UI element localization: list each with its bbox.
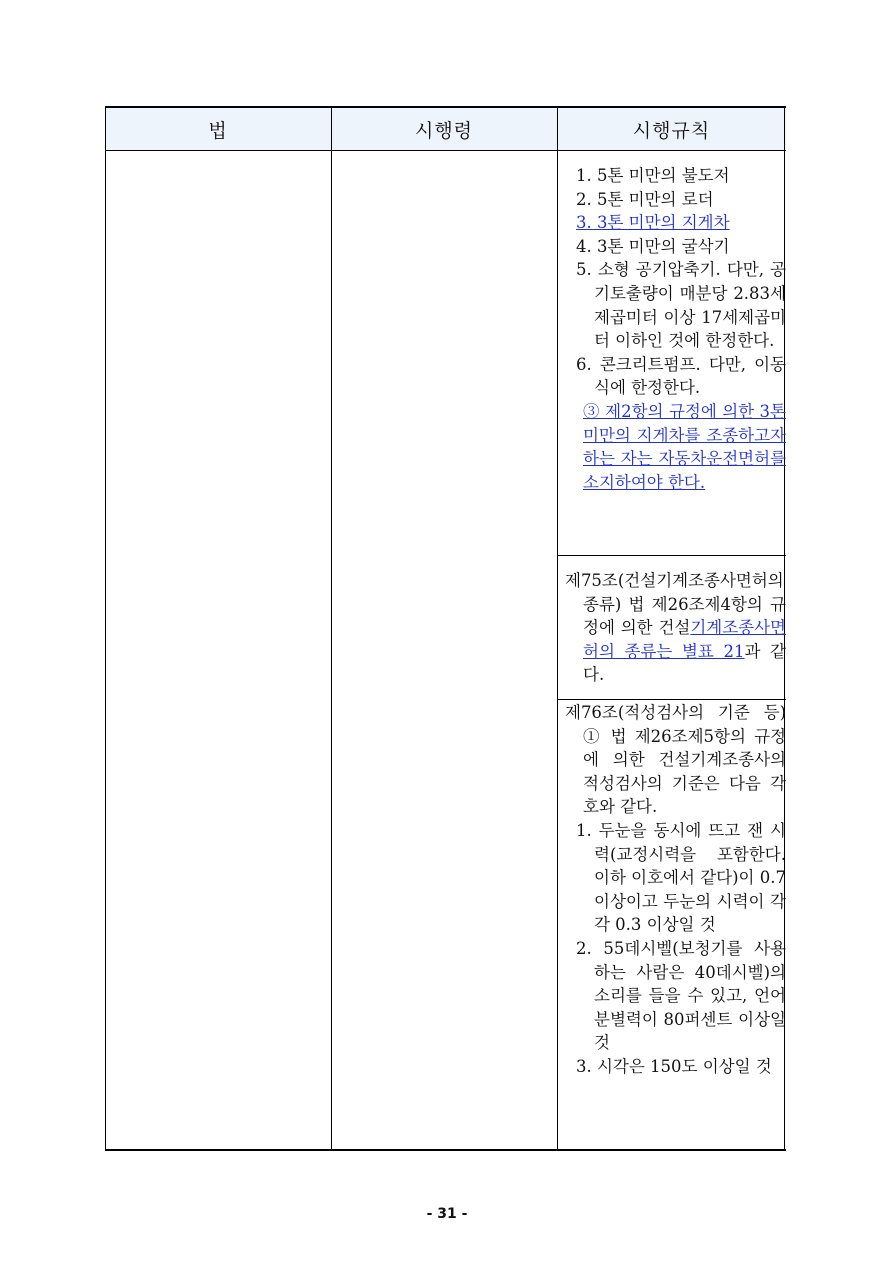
list-item: 2. 55데시벨(보청기를 사용하는 사람은 40데시벨)의 소리를 들을 수 있고, 언어분별력이 80퍼센트 이상일 것 bbox=[576, 938, 786, 1053]
header-decree: 시행령 bbox=[331, 108, 557, 151]
header-rule: 시행규칙 bbox=[557, 108, 786, 151]
article-75-tail: 과 같다. bbox=[583, 641, 786, 685]
rule-cell-article-75 bbox=[557, 569, 786, 687]
article-75-text: 제75조(건설기계조종사면허의 종류) 법 제26조제4항의 규정에 의한 건설 bbox=[565, 571, 786, 638]
list-item: 6. 콘크리트펌프. 다만, 이동식에 한정한다. bbox=[576, 354, 786, 398]
amended-paragraph-3: ③ 제2항의 규정에 의한 3톤 미만의 지게차를 조종하고자 하는 자는 자동차운전면허를 소지하여야 한다. bbox=[583, 401, 786, 492]
header-law: 법 bbox=[105, 108, 331, 151]
column-divider-1 bbox=[331, 108, 332, 1149]
rule-cell-equipment-list bbox=[557, 164, 786, 494]
list-item: 4. 3톤 미만의 굴삭기 bbox=[576, 236, 730, 256]
row-divider bbox=[557, 555, 786, 556]
list-item: 3. 시각은 150도 이상일 것 bbox=[576, 1056, 772, 1076]
article-76-text: 제76조(적성검사의 기준 등) ① 법 제26조제5항의 규정에 의한 건설기계조종사의 적성검사의 기준은 다음 각 호와 같다. bbox=[565, 703, 786, 817]
list-item: 1. 5톤 미만의 불도저 bbox=[576, 166, 730, 185]
table-border-left bbox=[105, 108, 106, 1149]
list-item: 2. 5톤 미만의 로더 bbox=[576, 189, 714, 209]
amended-text: 3. 3톤 미만의 지게차 bbox=[576, 213, 730, 233]
rule-cell-article-76 bbox=[557, 701, 786, 1079]
article-75-amended: 기계조종사면허의 종류는 별표 21 bbox=[583, 618, 786, 661]
list-item: 5. 소형 공기압축기. 다만, 공기토출량이 매분당 2.83세제곱미터 이상 17세제곱미터 이하인 것에 한정한다. bbox=[576, 260, 786, 351]
row-divider bbox=[557, 699, 786, 700]
regulation-table bbox=[105, 106, 786, 1151]
list-item: 1. 두눈을 동시에 뜨고 잰 시력(교정시력을 포함한다. 이하 이호에서 같다)이 0.7 이상이고 두눈의 시력이 각각 0.3 이상일 것 bbox=[576, 820, 786, 935]
page-number: - 31 - bbox=[426, 1206, 468, 1222]
